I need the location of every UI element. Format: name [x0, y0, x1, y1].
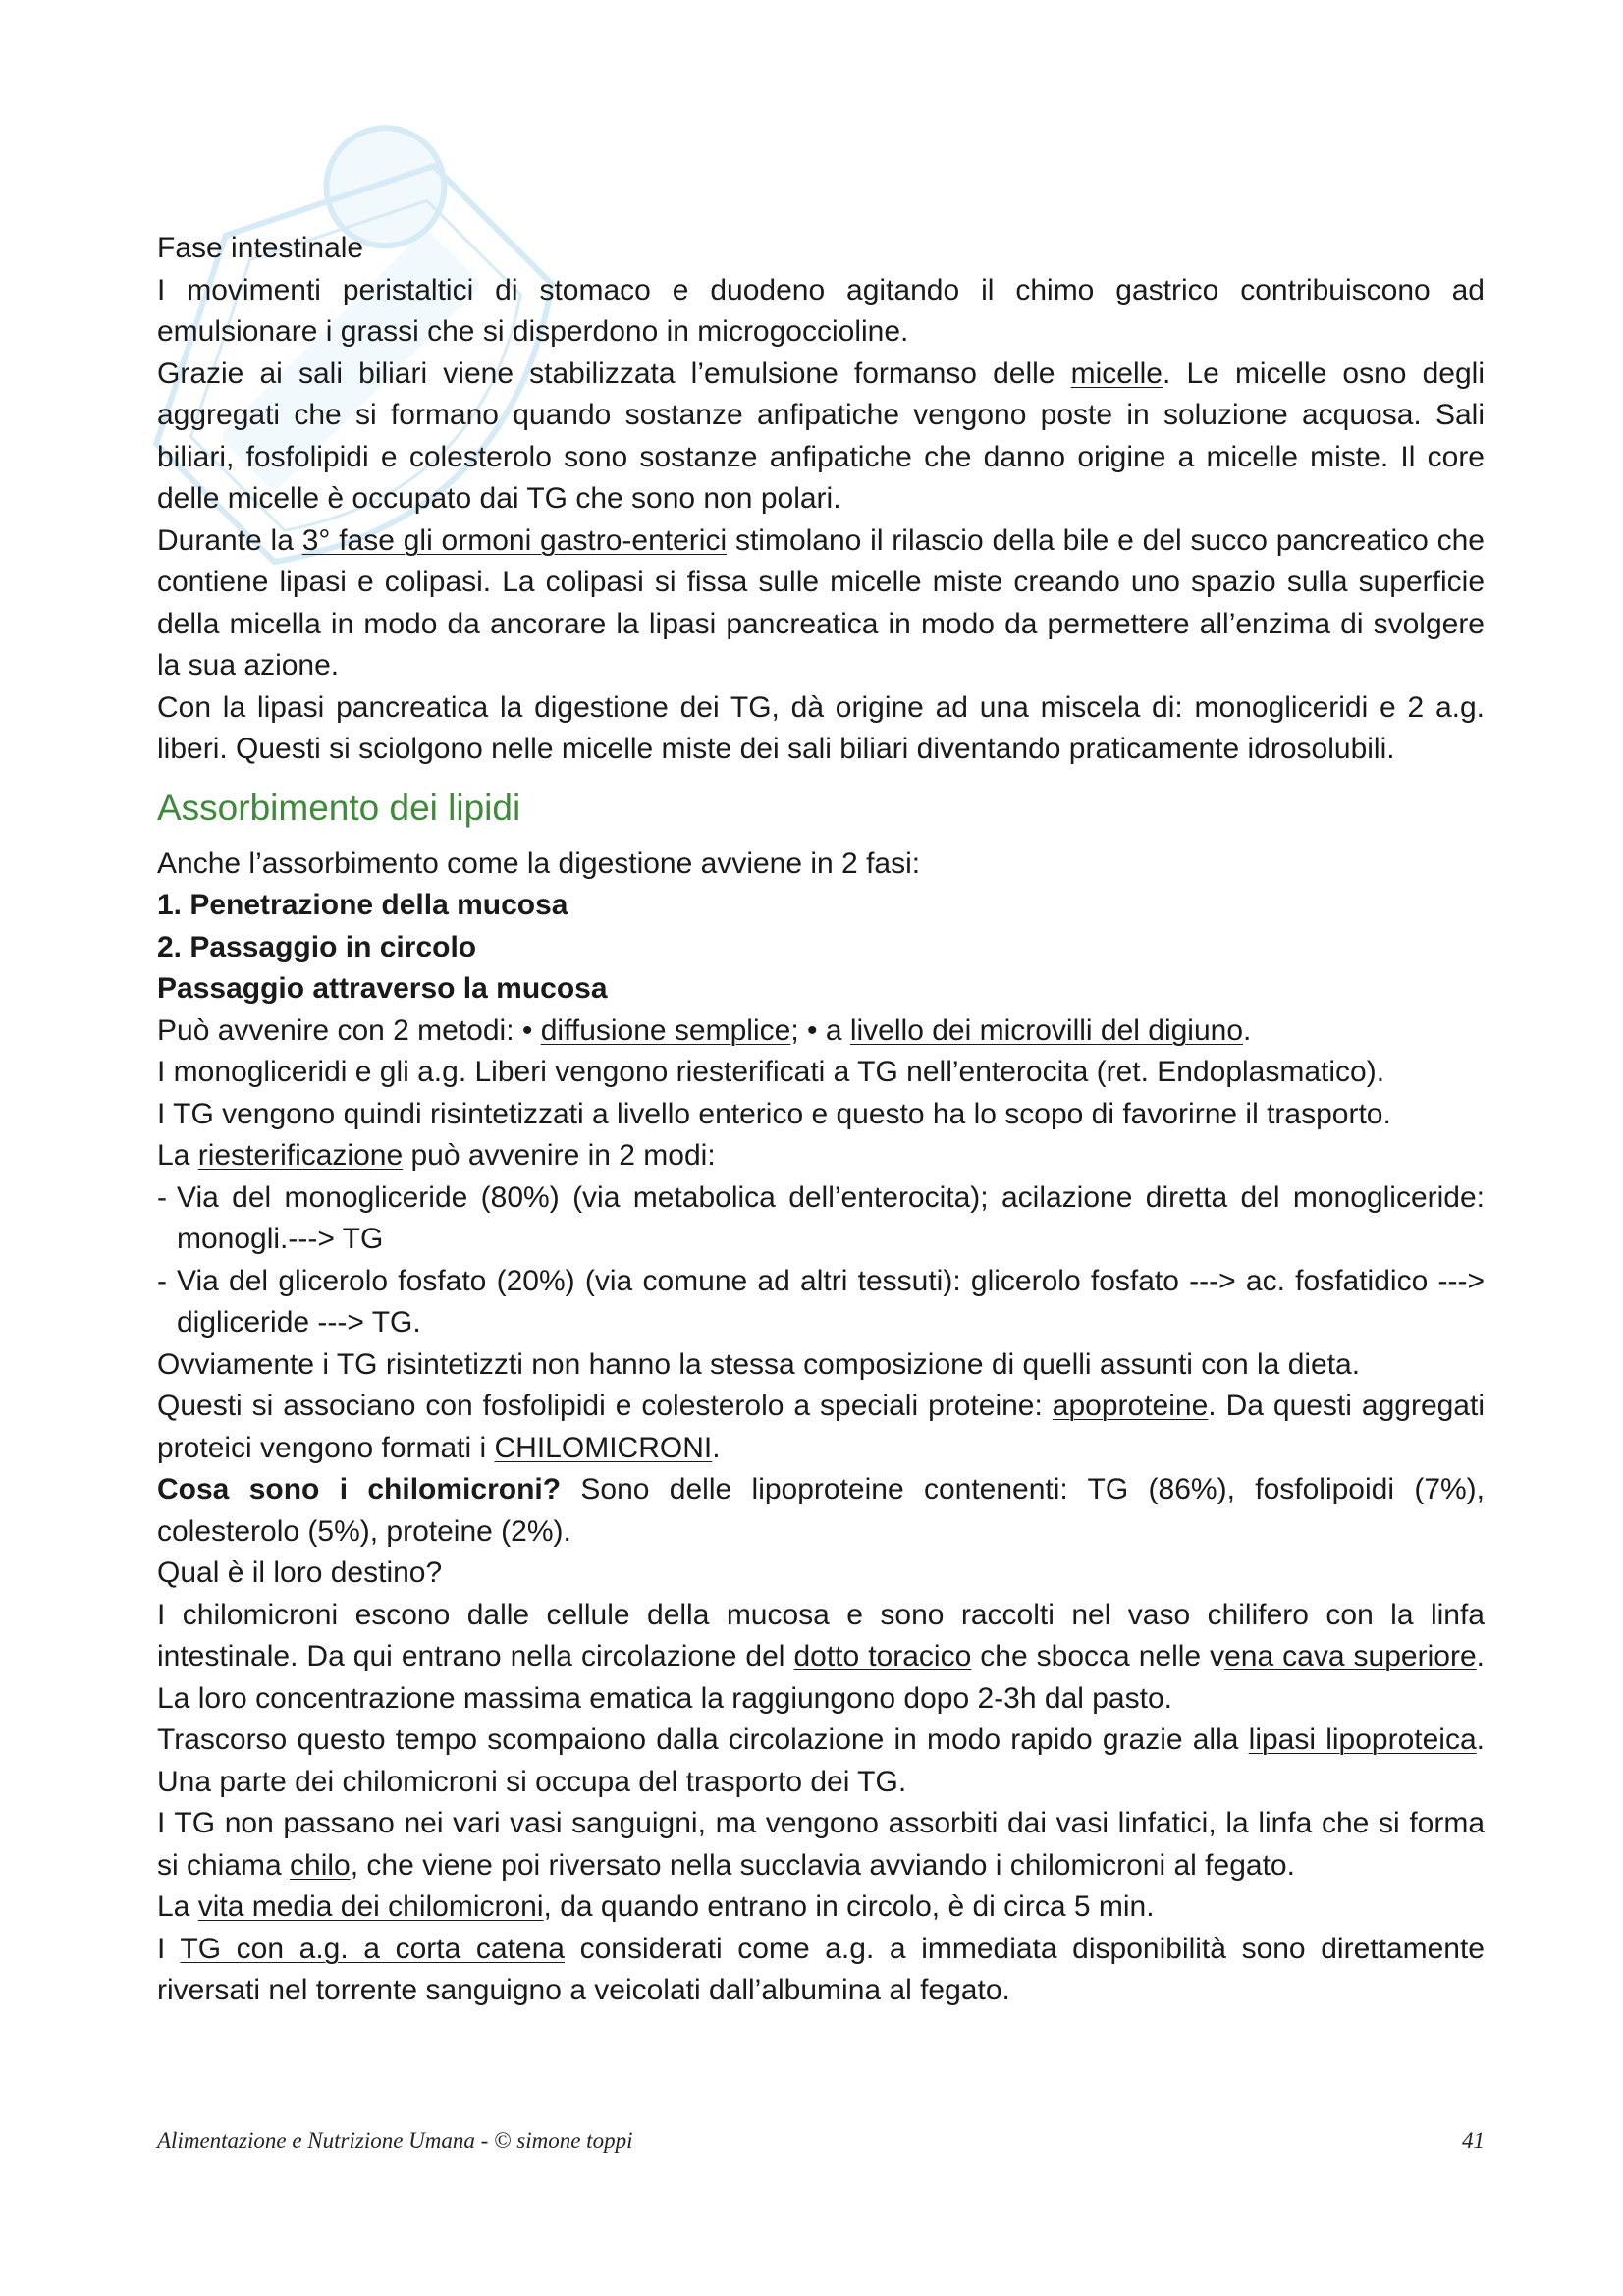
underlined-term: CHILOMICRONI: [494, 1431, 713, 1464]
paragraph: Grazie ai sali biliari viene stabilizzata l’emulsione formanso delle micelle. Le micelle osno degli aggregati che si formano quando sostanze anfipatiche vengono poste in soluzione acquosa. Sali biliari, fosfolipidi e colesterolo sono sostanze anfipatiche che danno origine a micelle miste. Il core delle micelle è occupato dai TG che sono non polari.: [157, 356, 1486, 515]
paragraph: Ovviamente i TG risintetizzti non hanno la stessa composizione di quelli assunti con la dieta.: [157, 1347, 1361, 1381]
underlined-term: vita media dei chilomicroni: [197, 1890, 544, 1923]
paragraph: La riesterificazione può avvenire in 2 modi:: [157, 1139, 716, 1172]
list-item: - Via del monogliceride (80%) (via metabolica dell’enterocita); acilazione diretta del monogliceride: monogli.---> TG: [157, 1180, 1485, 1255]
underlined-term: diffusione semplice: [540, 1013, 791, 1047]
paragraph: I TG non passano nei vari vasi sanguigni, ma vengono assorbiti dai vasi linfatici, la linfa che si forma si chiama chilo, che viene poi riversato nella succlavia avviando i chilomicroni al fegato.: [157, 1807, 1485, 1882]
paragraph: La vita media dei chilomicroni, da quando entrano in circolo, è di circa 5 min.: [157, 1890, 1155, 1923]
underlined-term: TG con a.g. a corta catena: [180, 1932, 565, 1965]
subheading-fase-intestinale: Fase intestinale: [157, 232, 364, 264]
step-2: 2. Passaggio in circolo: [157, 930, 477, 963]
paragraph: I TG vengono quindi risintetizzati a livello enterico e questo ha lo scopo di favorirne il trasporto.: [157, 1097, 1391, 1130]
list-item: - Via del glicerolo fosfato (20%) (via comune ad altri tessuti): glicerolo fosfato ---> ac. fosfatidico ---> digliceride ---> TG.: [157, 1264, 1485, 1339]
paragraph: Qual è il loro destino?: [157, 1557, 443, 1589]
section-heading: Assorbimento dei lipidi: [157, 787, 521, 828]
underlined-term: micelle: [1070, 356, 1163, 390]
paragraph: Può avvenire con 2 metodi: • diffusione semplice; • a livello dei microvilli del digiuno.: [157, 1013, 1252, 1047]
paragraph: I chilomicroni escono dalle cellule della mucosa e sono raccolti nel vaso chilifero con la linfa intestinale. Da qui entrano nella circolazione del dotto toracico che sbocca nelle vena cava superiore. La loro concentrazione massima ematica la raggiungono dopo 2-3h dal pasto.: [157, 1598, 1485, 1715]
page-number: 41: [1462, 2128, 1485, 2153]
page-footer: [157, 2128, 1485, 2167]
bold-question: Cosa sono i chilomicroni?: [157, 1473, 562, 1505]
paragraph: I monogliceridi e gli a.g. Liberi vengono riesterificati a TG nell’enterocita (ret. Endoplasmatico).: [157, 1056, 1385, 1088]
underlined-term: ena cava superiore: [1224, 1640, 1477, 1672]
paragraph: Durante la 3° fase gli ormoni gastro-enterici stimolano il rilascio della bile e del succo pancreatico che contiene lipasi e colipasi. La colipasi si fissa sulle micelle miste creando uno spazio sulla superficie della micella in modo da ancorare la lipasi pancreatica in modo da permettere all’enzima di svolgere la sua azione.: [157, 523, 1485, 682]
underlined-term: riesterificazione: [197, 1139, 404, 1172]
paragraph: Con la lipasi pancreatica la digestione dei TG, dà origine ad una miscela di: monogliceridi e 2 a.g. liberi. Questi si sciolgono nelle micelle miste dei sali biliari diventando praticamente idrosolubili.: [157, 690, 1485, 765]
paragraph: I TG con a.g. a corta catena considerati come a.g. a immediata disponibilità sono direttamente riversati nel torrente sanguigno a veicolati dall’albumina al fegato.: [157, 1932, 1485, 2006]
underlined-term: livello dei microvilli del digiuno: [849, 1013, 1244, 1047]
step-1: 1. Penetrazione della mucosa: [157, 889, 568, 921]
subsection-heading: Passaggio attraverso la mucosa: [157, 972, 608, 1005]
paragraph: Anche l’assorbimento come la digestione avviene in 2 fasi:: [157, 847, 921, 880]
underlined-term: dotto toracico: [793, 1640, 972, 1672]
riesterificazione-list: [157, 1177, 1485, 1344]
underlined-term: chilo: [290, 1848, 351, 1882]
paragraph: I movimenti peristaltici di stomaco e duodeno agitando il chimo gastrico contribuiscono ad emulsionare i grassi che si disperdono in microgoccioline.: [157, 273, 1485, 348]
underlined-term: lipasi lipoproteica: [1248, 1723, 1477, 1756]
underlined-term: 3° fase gli ormoni gastro-enterici: [301, 523, 728, 557]
page-content: [157, 228, 1485, 2012]
underlined-term: apoproteine: [1052, 1390, 1209, 1422]
paragraph: Cosa sono i chilomicroni? Sono delle lipoproteine contenenti: TG (86%), fosfolipoidi (7%), colesterolo (5%), proteine (2%).: [157, 1473, 1486, 1548]
paragraph: Trascorso questo tempo scompaiono dalla circolazione in modo rapido grazie alla lipasi lipoproteica. Una parte dei chilomicroni si occupa del trasporto dei TG.: [157, 1723, 1485, 1798]
footer-title: Alimentazione e Nutrizione Umana - © simone toppi: [157, 2128, 633, 2153]
paragraph: Questi si associano con fosfolipidi e colesterolo a speciali proteine: apoproteine. Da questi aggregati proteici vengono formati i CHILOMICRONI.: [157, 1390, 1485, 1464]
